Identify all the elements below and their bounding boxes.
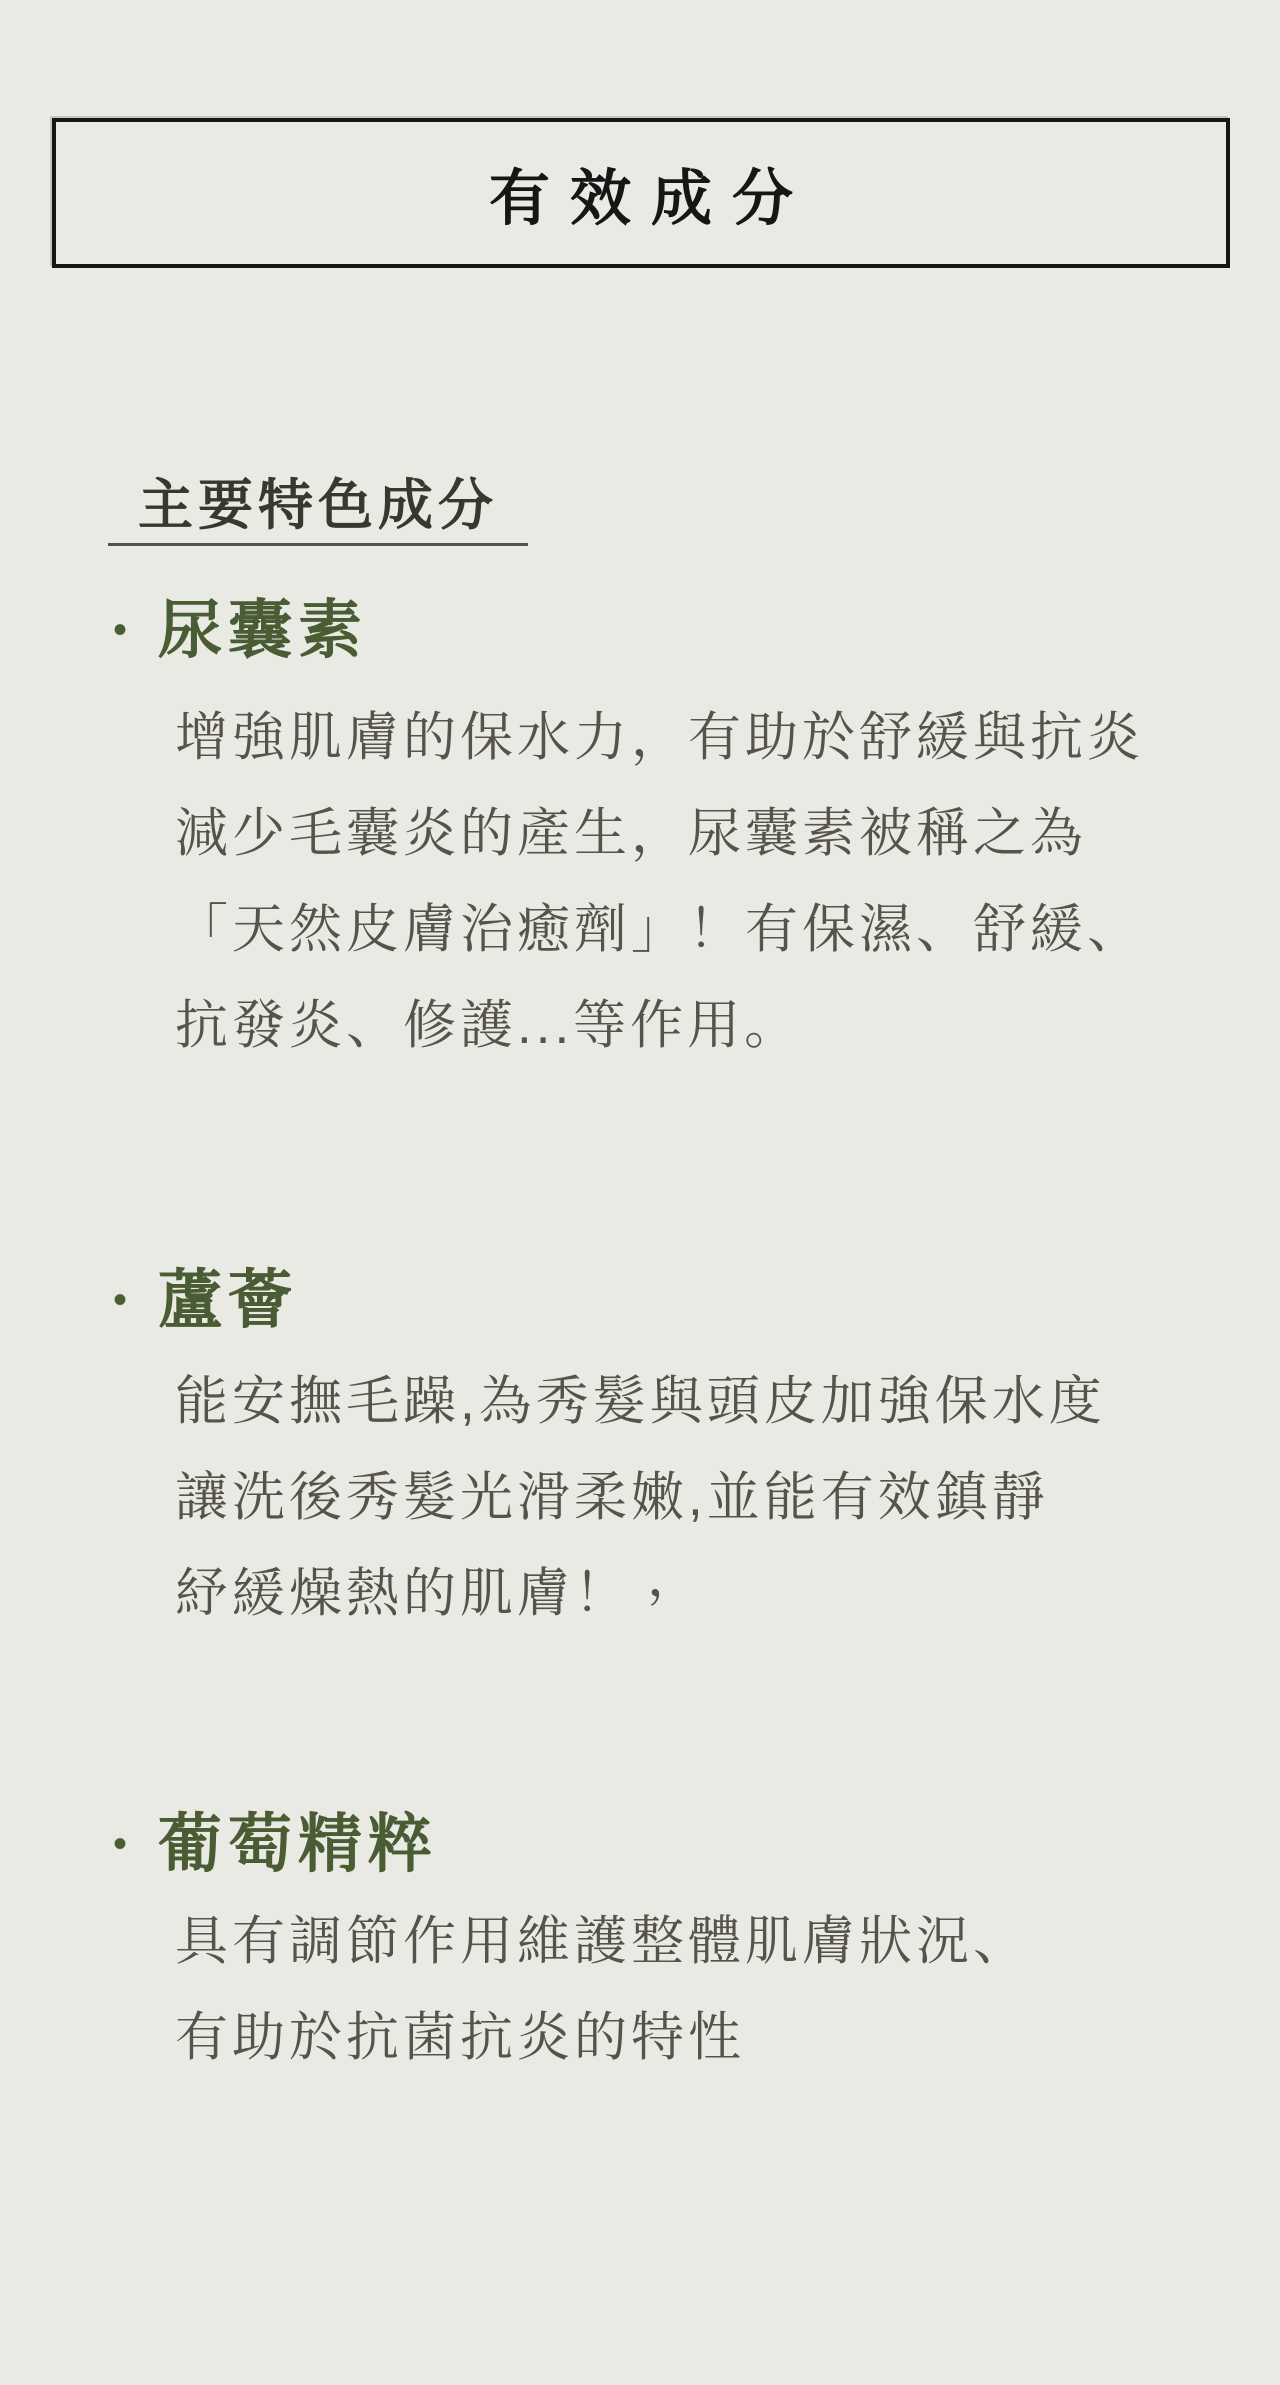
description-line: 抗發炎、修護...等作用。 <box>175 996 802 1055</box>
description-line: 能安撫毛躁,為秀髮與頭皮加強保水度 <box>175 1372 1106 1431</box>
bullet-icon: • <box>113 1822 128 1866</box>
ingredient-name: 尿囊素 <box>158 594 368 666</box>
banner-title: 有效成分 <box>488 163 813 232</box>
description-line: 具有調節作用維護整體肌膚狀況、 <box>175 1912 1030 1971</box>
description-line: 減少毛囊炎的產生，尿囊素被稱之為 <box>175 804 1087 863</box>
ingredient-description <box>175 1894 1030 2086</box>
description-line: 讓洗後秀髮光滑柔嫩,並能有效鎮靜 <box>175 1468 1049 1527</box>
ingredient-section-title <box>105 1808 438 1880</box>
section-heading: 主要特色成分 <box>108 474 528 546</box>
stray-comma: ， <box>647 1548 704 1607</box>
bullet-icon: • <box>113 608 128 652</box>
description-line: 增強肌膚的保水力，有助於舒緩與抗炎 <box>175 708 1144 767</box>
ingredient-name: 蘆薈 <box>158 1264 298 1336</box>
ingredient-description <box>175 690 1144 1074</box>
ingredient-description <box>175 1354 1106 1642</box>
bullet-icon: • <box>113 1278 128 1322</box>
banner-box <box>52 118 1230 268</box>
description-line: 有助於抗菌抗炎的特性 <box>175 2008 745 2067</box>
description-line: 紓緩燥熱的肌膚！ ， <box>175 1548 704 1623</box>
ingredient-name: 葡萄精粹 <box>158 1808 438 1880</box>
description-line: 「天然皮膚治癒劑」！有保濕、舒緩、 <box>175 900 1144 959</box>
ingredient-section-title <box>105 594 368 666</box>
ingredient-section-title <box>105 1264 298 1336</box>
